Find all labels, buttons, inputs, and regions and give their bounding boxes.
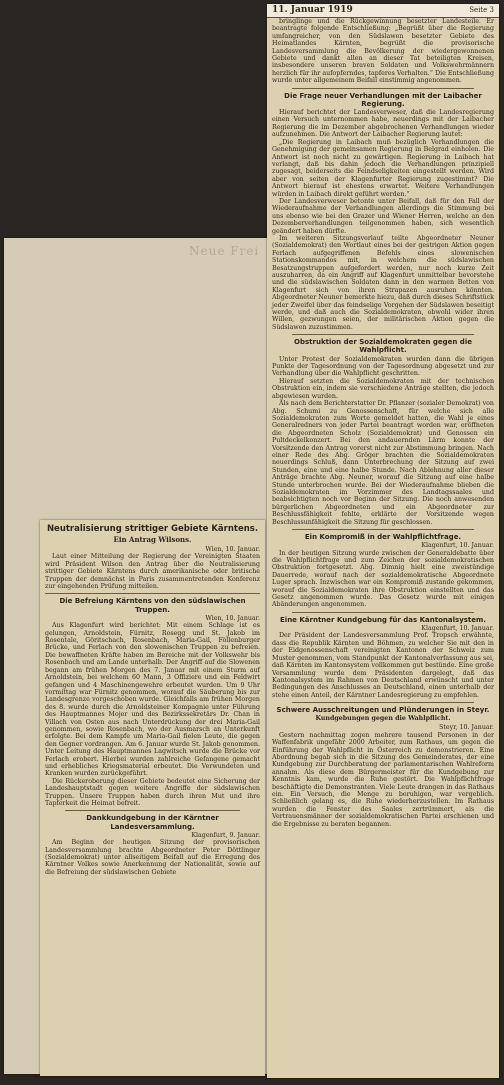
paragraph: In der heutigen Sitzung wurde zwischen der Generaldebatte über die Wahlpflichtfrage und zum Zeichen der sozialdemokratischen Obstruktion fortgesetzt. Abg. Dimnig hielt eine zweistündige Dauerrede, worauf nach der sozialdemokratische Abgeordnete Luger sprach. Inzwischen war ein Kompromiß zustande gekommen, worauf die Sozialdemokraten ihre Obstruktion einstellten und das Gesetz angenommen wurde. Das Gesetz wurde mit einigen Abänderungen angenommen. (272, 549, 494, 609)
headline-steyr: Schwere Ausschreitungen und Plünderungen in Steyr. (276, 706, 490, 715)
dateline: Klagenfurt, 10. Januar. (421, 625, 494, 633)
dateline: Wien, 10. Januar. (205, 546, 260, 553)
headline-befreiung: Die Befreiung Kärntens von den südslawischen Truppen. (59, 597, 246, 614)
headline-laibach: Die Frage neuer Verhandlungen mit der Laibacher Regierung. (284, 91, 482, 108)
paragraph: Der Landesverweser betonte unter Beifall, daß für den Fall der Wiederaufnahme der Verhandlungen allerdings die Stimmung bei uns ebenso wie bei den Grazer und Wiener Herren, welche an den Dezemberverhandlungen teilgenommen haben, sich wesentlich geändert haben dürfte. (272, 197, 494, 235)
divider (292, 529, 474, 530)
paragraph: Gestern nachmittag zogen mehrere tausend Personen in der Waffenfabrik ungefähr 2000 Arbeiter, zum Rathaus, um gegen die Einführung der Wahlpflicht in Österreich zu demonstrieren. Eine Abordnung begab sich in die Sitzung des Gemeinderates, der eine Kundgebung zur Durchberatung der parlamentarischen Wahlreform annahm. Als diese dem Bürgermeister für die Kundgebung zur Kenntnis kam, wurde die Ruhe gestört. Die Wahlpflichtfrage beschäftigte die Demonstranten. Viele Leute drangen in das Rathaus ein. Ein Versuch, die Menge zu beruhigen, war vergeblich. Schließlich gelang es, die Ruhe wiederherzustellen. Im Rathaus wurden die Fenster des Saales zertrümmert, als die Vertrauensmänner der sozialdemokratischen Partei erschienen und die Ergebnisse zu beraten begannen. (272, 731, 494, 828)
dateline: Wien, 10. Januar. (205, 614, 260, 622)
date-header-date: 11. Januar 1919 (272, 5, 353, 15)
date-header (267, 4, 499, 18)
dateline: Klagenfurt, 10. Januar. (421, 542, 494, 550)
headline-dankkundgebung: Dankkundgebung in der Kärntner Landesversammlung. (86, 814, 219, 831)
paragraph: Der Präsident der Landesversammlung Prof. Tropsch erwähnte, dass die Republik Kärnten und Böhmen, zu welcher Sie mit den in der Eidgenossenschaft vereinigten Kantonen der Schweiz zum Muster genommen, vom Standpunkt der Kantonalverfassung aus sei, daß Kärnten im Kantonsystem vollkommen gut bestünde. Eine große Versammlung wurde dem Präsidenten dargelegt, daß das Kantonalsystem im Rahmen von Deutschland erwünscht und unter Bedingungen des Anschlusses an Deutschland, einen unterhalb der stehe einen Anteil, der Kärntner Landesregierung zu empfehlen. (272, 632, 494, 699)
date-header-page: Seite 3 (469, 6, 494, 14)
faded-masthead: Neue Frei (189, 244, 260, 258)
paragraph: Im weiteren Sitzungsverlauf teilte Abgeordneter Neuner (Sozialdemokrat) den Wortlaut eines bei der gestrigen Aktion gegen Ferlach aufgegriffenen Befehls eines slowenischen Stationskommandos mit, in welchem die südslawischen Besatzungstruppen aufgefordert werden, nur noch kurze Zeit auszuharren, da ein Angriff auf Klagenfurt unmittelbar bevorstehe und die südslawischen Soldaten dann in den warmen Betten von Klagenfurt sich von ihren Strapazen ausruhen könnten. Abgeordneter Neuner bemerkte hiezu, daß durch dieses Schriftstück jeder Zweifel über das feindselige Vorgehen der Südslawen beseitigt werde, und daß auch die Sozialdemokraten, obwohl wider ihren Willen, gezwungen seien, der militärischen Aktion gegen die Südslawen zuzustimmen. (272, 234, 494, 331)
paragraph: Unter Protest der Sozialdemokraten wurden dann die übrigen Punkte der Tagesordnung von der Tagesordnung abgesetzt und zur Verhandlung über die Wahlpflicht geschritten. (272, 355, 494, 378)
divider (45, 593, 260, 594)
right-clipping (267, 4, 499, 1078)
subhead-wilson: Ein Antrag Wilsons. (113, 535, 192, 544)
paragraph: „Die Regierung in Laibach muß bezüglich Verhandlungen die Genehmigung der gemeinsamen Regierung in Belgrad einholen. Die Antwort ist noch nicht zu gewärtigen. Regierung in Laibach hat verlangt, daß bis dahin jedoch die Verhandlungen prinzipiell zugesagt, beiderseits die Feindseligkeiten eingestellt werden. Wird aber von seiten der Klagenfurter Regierung zugestimmt? Die Antwort hierauf ist ehestens erwartet. Weitere Verhandlungen würden in Laibach direkt geführt werden.“ (272, 138, 494, 198)
paragraph: Die Rückeroberung dieser Gebiete bedeutet eine Sicherung der Landeshauptstadt gegen weitere Angriffe der südslawischen Truppen. Unsere Truppen haben durch ihren Mut und ihre Tapferkeit die Heimat befreit. (45, 777, 260, 807)
paragraph: Hierauf setzten die Sozialdemokraten mit der technischen Obstruktion ein, indem sie verschiedene Anträge stellten, die jedoch abgewiesen wurden. (272, 377, 494, 400)
dateline: Steyr, 10. Januar. (439, 724, 494, 732)
headline-obstruktion: Obstruktion der Sozialdemokraten gegen die Wahlpflicht. (294, 338, 472, 355)
divider (292, 88, 474, 89)
divider (65, 810, 240, 811)
divider (292, 334, 474, 335)
dateline: Klagenfurt, 9. Januar. (191, 831, 260, 839)
paragraph: Am Beginn der heutigen Sitzung der provisorischen Landesversammlung brachte Abgeordneter Peter Döttlinger (Sozialdemokrat) unter allseitigem Beifall auf die Erregung des Kärntner Volkes sowie Anerkennung der Nationalität, sowie auf die Befreiung der südslawischen Gebiete (45, 839, 260, 876)
paragraph: Als nach dem Berichterstatter Dr. Pflanzer (sozialer Demokrat) von Abg. Schumi zu Genossenschaft, für welche sich alle Sozialdemokraten zum Worte gemeldet hatten, die Wahl je eines Generalredners von jeder Partei beantragt worden war, eröffneten die Abgeordneten Scholz (Sozialdemokrat) und Genossen ein Pultdeckelkonzert. Bei den andauernden Lärm konnte der Vorsitzende den Antrag vorerst nicht zur Abstimmung bringen. Nach einer Rede des Abg. Gröger brachten die Sozialdemokraten neuerdings Schluß, dann Unterbrechung der Sitzung auf zwei Stunden, eine und eine halbe Stunde. Nach Ablehnung aller dieser Anträge brachte Abg. Neuner, worauf die Sitzung auf eine halbe Stunde unterbrochen wurde. Bei der Wiederaufnahme blieben die Sozialdemokraten im Vorzimmer des Landtagssaales und beabsichtigten noch vor Beginn der Sitzung. Die noch anwesenden bürgerlichen Abgeordneten und ein Abgeordneter zur Beschlussfähigkeit fehlte, erklärte der Vorsitzende wegen Beschlussunfähigkeit die Sitzung für geschlossen. (272, 400, 494, 526)
opening-paragraph: bringlinge und die Rückgewinnung besetzter Landesteile. Er beantragte folgende Entschließung: „Begrüßt über die Regierung umfangreicher, von den Südslawen besetzter Gebiete des Heimatlandes Kärnten, begrüßt die provisorische Landesversammlung die Bevölkerung der wiedergewonnenen Gebiete und dankt allen an dieser Tat beteiligten Kreisen, insbesondere unseren braven Soldaten und Volkswehrmännern herzlich für ihr aufopferndes, tapferes Verhalten.“ Die Entschließung wurde unter allgemeinem Beifall einstimmig angenommen. (272, 18, 494, 85)
subhead-steyr: Kundgebungen gegen die Wahlpflicht. (315, 715, 451, 723)
headline-kantonalsystem: Eine Kärntner Kundgebung für das Kantonalsystem. (280, 615, 486, 624)
headline-neutralisierung: Neutralisierung strittiger Gebiete Kärntens. (46, 524, 259, 534)
paragraph: Laut einer Mitteilung der Regierung der Vereinigten Staaten wird Präsident Wilson den Antrag über die Neutralisierung strittiger Gebiete Kärntens durch amerikanische oder britische Truppen der demnächst in Paris zusammentretenden Konferenz zur eingehenden Prüfung mitteilen. (45, 553, 260, 591)
divider (292, 702, 474, 703)
paragraph: Aus Klagenfurt wird berichtet: Mit einem Schlage ist es gelungen, Arnoldstein, Fürnitz, Rosegg und St. Jakob im Rosentale, Göritschach, Rosenbach, Maria-Gail, Föllenburger Brücke, und Ferlach von den slowenischen Truppen zu befreien. Die bewaffneten Kräfte haben im Bereiche mit der Volkswehr bis Rosenbach und am Lande unterhalb. Der Angriff auf die Slowenen begann am frühen Morgen des 7. Januar mit einem Sturm auf Arnoldstein, bei welchem 60 Mann, 3 Offiziere und ein Feldwirt gefangen und 4 Maschinengewehre erbeutet wurden. Um 9 Uhr vormittag war Fürnitz genommen, worauf die Säuberung bis zur Landesgrenze vorgeschoben wurde. Gleichfalls am frühen Morgen des 8. wurde durch die Arnoldsteiner Kompagnie unter Führung des Hauptmannes Mojer und des Bezirkssekretärs Dr. Chan in Villach von Osten aus nach Unterdrückung der drei Maria-Gail genommen, sowie Rosenbach, wo der Ausmarsch an Unterkunft erfolgte. Bei dem Kampfe um Maria-Gail fielen Leute, die gegen den Gegner vordrangen. Am 6. Januar wurde St. Jakob genommen. Unter Leitung des Hauptmannes Lagwitsch wurde die Brücke vor Ferlach erobert. Hierbei wurden zahlreiche Gefangene gemacht und erhebliches Kriegsmaterial erbeutet. Die Verwundeten und Kranken wurden zurückgeführt. (45, 622, 260, 778)
divider (292, 612, 474, 613)
paragraph: Hierauf berichtet der Landesverweser, daß die Landesregierung einen Versuch unternommen habe, neuerdings mit der Laibacher Regierung die im Dezember abgebrochenen Verhandlungen wieder aufzunehmen. Die Antwort der Laibacher Regierung lautet: (272, 109, 494, 139)
left-clipping (40, 520, 265, 1076)
headline-kompromiss: Ein Kompromiß in der Wahlpflichtfrage. (304, 533, 462, 541)
